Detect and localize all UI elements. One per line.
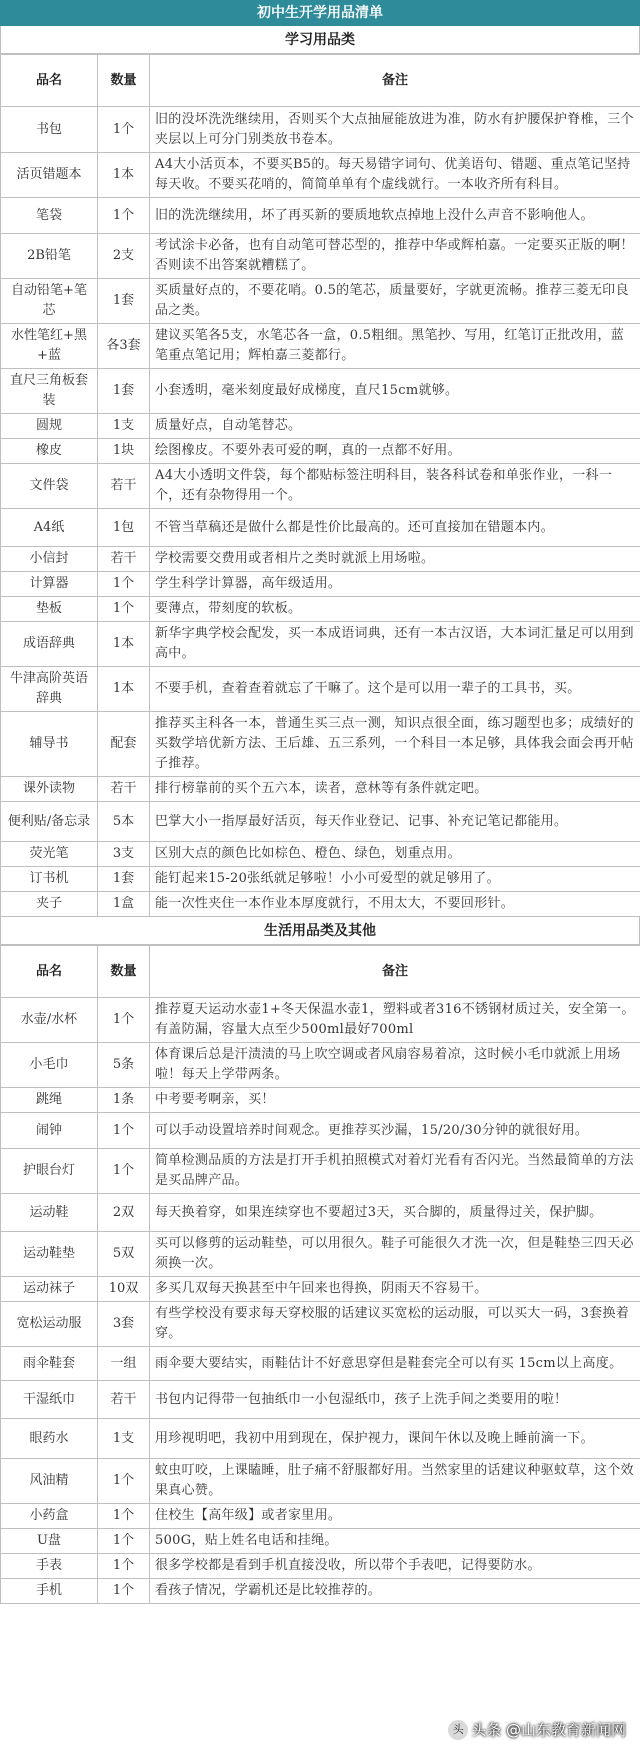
- item-name-cell: 课外读物: [1, 777, 98, 802]
- quantity-cell: 1块: [98, 439, 150, 464]
- table-row: [1, 802, 640, 842]
- table-row: [1, 1347, 640, 1381]
- table-row: [1, 414, 640, 439]
- item-name-cell: 小信封: [1, 547, 98, 572]
- item-name-cell: 闹钟: [1, 1113, 98, 1149]
- note-cell: 能钉起来15-20张纸就足够啦！小小可爱型的就足够用了。: [150, 867, 640, 892]
- note-cell: A4大小透明文件袋，每个都贴标签注明科目，装各科试卷和单张作业，一科一个，还有杂物得用一个。: [150, 464, 640, 509]
- quantity-cell: 1个: [98, 1504, 150, 1529]
- note-cell: 有些学校没有要求每天穿校服的话建议买宽松的运动服，可以买大一码，3套换着穿。: [150, 1302, 640, 1347]
- watermark-logo-icon: 头: [448, 1720, 468, 1740]
- item-name-cell: 水性笔红+黑+蓝: [1, 324, 98, 369]
- table-row: [1, 842, 640, 867]
- item-name-cell: 宽松运动服: [1, 1302, 98, 1347]
- item-name-cell: 运动鞋: [1, 1194, 98, 1232]
- quantity-cell: 1个: [98, 1529, 150, 1554]
- item-name-cell: 护眼台灯: [1, 1149, 98, 1194]
- quantity-cell: 1个: [98, 1579, 150, 1604]
- table-row: [1, 667, 640, 712]
- quantity-cell: 2双: [98, 1194, 150, 1232]
- note-cell: 绘图橡皮。不要外表可爱的啊，真的一点都不好用。: [150, 439, 640, 464]
- item-name-cell: 水壶/水杯: [1, 998, 98, 1043]
- table-row: [1, 712, 640, 777]
- note-cell: 巴掌大小一指厚最好活页，每天作业登记、记事、补充记笔记都能用。: [150, 802, 640, 842]
- quantity-cell: 1条: [98, 1088, 150, 1113]
- note-cell: 学生科学计算器，高年级适用。: [150, 572, 640, 597]
- note-cell: 旧的洗洗继续用，坏了再买新的要质地软点掉地上没什么声音不影响他人。: [150, 198, 640, 234]
- quantity-cell: 1盒: [98, 892, 150, 917]
- item-name-cell: 小药盒: [1, 1504, 98, 1529]
- table-row: [1, 572, 640, 597]
- item-name-cell: 圆规: [1, 414, 98, 439]
- quantity-cell: 1个: [98, 1554, 150, 1579]
- table-row: [1, 1232, 640, 1277]
- table-row: [1, 1554, 640, 1579]
- note-cell: 体育课后总是汗渍渍的马上吹空调或者风扇容易着凉，这时候小毛巾就派上用场啦！每天上学带两条。: [150, 1043, 640, 1088]
- note-cell: 多买几双每天换甚至中午回来也得换，阴雨天不容易干。: [150, 1277, 640, 1302]
- sections-container: [0, 26, 640, 1604]
- quantity-cell: 5本: [98, 802, 150, 842]
- item-name-cell: 小毛巾: [1, 1043, 98, 1088]
- note-cell: 住校生【高年级】或者家里用。: [150, 1504, 640, 1529]
- quantity-cell: 5条: [98, 1043, 150, 1088]
- note-cell: 小套透明，毫米刻度最好成梯度，直尺15cm就够。: [150, 369, 640, 414]
- quantity-cell: 若干: [98, 777, 150, 802]
- table-row: [1, 867, 640, 892]
- note-cell: A4大小活页本，不要买B5的。每天易错字词句、优美语句、错题、重点笔记坚持每天收。不要买花哨的，简简单单有个虚线就行。一本收齐所有科目。: [150, 153, 640, 198]
- column-header: 备注: [150, 55, 640, 107]
- table-row: [1, 1194, 640, 1232]
- item-name-cell: 计算器: [1, 572, 98, 597]
- quantity-cell: 1套: [98, 867, 150, 892]
- note-cell: 不管当草稿还是做什么都是性价比最高的。还可直接加在错题本内。: [150, 509, 640, 547]
- quantity-cell: 5双: [98, 1232, 150, 1277]
- table-row: [1, 279, 640, 324]
- quantity-cell: 2支: [98, 234, 150, 279]
- item-name-cell: 文件袋: [1, 464, 98, 509]
- item-name-cell: 垫板: [1, 597, 98, 622]
- note-cell: 新华字典学校会配发，买一本成语词典，还有一本古汉语，大本词汇量足可以用到高中。: [150, 622, 640, 667]
- note-cell: 很多学校都是看到手机直接没收，所以带个手表吧，记得要防水。: [150, 1554, 640, 1579]
- supply-table: [0, 54, 640, 917]
- item-name-cell: 2B铅笔: [1, 234, 98, 279]
- note-cell: 旧的没坏洗洗继续用，否则买个大点抽屉能放进为准，防水有护腰保护脊椎，三个夹层以上可分门别类放书卷本。: [150, 107, 640, 153]
- item-name-cell: 手表: [1, 1554, 98, 1579]
- note-cell: 考试涂卡必备，也有自动笔可替芯型的，推荐中华或辉柏嘉。一定要买正版的啊！否则读不出答案就糟糕了。: [150, 234, 640, 279]
- item-name-cell: 运动鞋垫: [1, 1232, 98, 1277]
- table-row: [1, 1459, 640, 1504]
- table-row: [1, 324, 640, 369]
- item-name-cell: 辅导书: [1, 712, 98, 777]
- note-cell: 简单检测品质的方法是打开手机拍照模式对着灯光看有否闪光。当然最简单的方法是买品牌产品。: [150, 1149, 640, 1194]
- quantity-cell: 1套: [98, 279, 150, 324]
- table-row: [1, 153, 640, 198]
- quantity-cell: 若干: [98, 1381, 150, 1419]
- note-cell: 雨伞要大要结实，雨鞋估计不好意思穿但是鞋套完全可以有买 15cm以上高度。: [150, 1347, 640, 1381]
- note-cell: 每天换着穿，如果连续穿也不要超过3天，买合脚的，质量得过关，保护脚。: [150, 1194, 640, 1232]
- quantity-cell: 1本: [98, 622, 150, 667]
- table-row: [1, 234, 640, 279]
- note-cell: 排行榜靠前的买个五六本，读者，意林等有条件就定吧。: [150, 777, 640, 802]
- item-name-cell: 牛津高阶英语辞典: [1, 667, 98, 712]
- note-cell: 区别大点的颜色比如棕色、橙色、绿色，划重点用。: [150, 842, 640, 867]
- table-row: [1, 892, 640, 917]
- note-cell: 可以手动设置培养时间观念。更推荐买沙漏，15/20/30分钟的就很好用。: [150, 1113, 640, 1149]
- quantity-cell: 各3套: [98, 324, 150, 369]
- table-row: [1, 1529, 640, 1554]
- quantity-cell: 1个: [98, 1113, 150, 1149]
- item-name-cell: 夹子: [1, 892, 98, 917]
- quantity-cell: 1个: [98, 998, 150, 1043]
- item-name-cell: 成语辞典: [1, 622, 98, 667]
- table-row: [1, 509, 640, 547]
- note-cell: 看孩子情况，学霸机还是比较推荐的。: [150, 1579, 640, 1604]
- column-header: 数量: [98, 55, 150, 107]
- item-name-cell: 便利贴/备忘录: [1, 802, 98, 842]
- table-row: [1, 547, 640, 572]
- table-row: [1, 597, 640, 622]
- quantity-cell: 若干: [98, 464, 150, 509]
- note-cell: 不要手机，查着查着就忘了干嘛了。这个是可以用一辈子的工具书，买。: [150, 667, 640, 712]
- column-header: 品名: [1, 946, 98, 998]
- table-row: [1, 777, 640, 802]
- table-row: [1, 1579, 640, 1604]
- note-cell: 学校需要交费用或者相片之类时就派上用场啦。: [150, 547, 640, 572]
- watermark: [448, 1719, 626, 1741]
- section-heading: 学习用品类: [0, 26, 640, 54]
- item-name-cell: 跳绳: [1, 1088, 98, 1113]
- table-header-row: [1, 55, 640, 107]
- quantity-cell: 配套: [98, 712, 150, 777]
- quantity-cell: 1个: [98, 1459, 150, 1504]
- table-row: [1, 107, 640, 153]
- note-cell: 书包内记得带一包抽纸巾一小包湿纸巾，孩子上洗手间之类要用的啦！: [150, 1381, 640, 1419]
- item-name-cell: 手机: [1, 1579, 98, 1604]
- table-row: [1, 464, 640, 509]
- table-row: [1, 1088, 640, 1113]
- item-name-cell: 干湿纸巾: [1, 1381, 98, 1419]
- table-row: [1, 998, 640, 1043]
- table-row: [1, 1381, 640, 1419]
- note-cell: 买质量好点的，不要花哨。0.5的笔芯，质量要好，字就更流畅。推荐三菱无印良品之类。: [150, 279, 640, 324]
- quantity-cell: 3支: [98, 842, 150, 867]
- note-cell: 推荐夏天运动水壶1+冬天保温水壶1，塑料或者316不锈钢材质过关，安全第一。有盖防漏，容量大点至少500ml最好700ml: [150, 998, 640, 1043]
- item-name-cell: 直尺三角板套装: [1, 369, 98, 414]
- quantity-cell: 若干: [98, 547, 150, 572]
- table-row: [1, 1113, 640, 1149]
- item-name-cell: 风油精: [1, 1459, 98, 1504]
- table-row: [1, 1149, 640, 1194]
- table-row: [1, 369, 640, 414]
- page-title: 初中生开学用品清单: [0, 0, 640, 26]
- note-cell: 蚊虫叮咬，上课瞌睡，肚子痛不舒服都好用。当然家里的话建议种驱蚊草，这个效果真心赞。: [150, 1459, 640, 1504]
- note-cell: 500G，贴上姓名电话和挂绳。: [150, 1529, 640, 1554]
- quantity-cell: 1本: [98, 153, 150, 198]
- note-cell: 推荐买主科各一本，普通生买三点一测，知识点很全面，练习题型也多；成绩好的买数学培优新方法、王后雄、五三系列，一个科目一本足够，具体我会面会再开帖子推荐。: [150, 712, 640, 777]
- note-cell: 要薄点，带刻度的软板。: [150, 597, 640, 622]
- column-header: 备注: [150, 946, 640, 998]
- item-name-cell: 书包: [1, 107, 98, 153]
- item-name-cell: 自动铅笔+笔芯: [1, 279, 98, 324]
- item-name-cell: 订书机: [1, 867, 98, 892]
- quantity-cell: 1个: [98, 597, 150, 622]
- column-header: 数量: [98, 946, 150, 998]
- quantity-cell: 1支: [98, 1419, 150, 1459]
- quantity-cell: 1个: [98, 107, 150, 153]
- column-header: 品名: [1, 55, 98, 107]
- note-cell: 建议买笔各5支，水笔芯各一盒，0.5粗细。黑笔抄、写用，红笔订正批改用，蓝笔重点笔记用；辉柏嘉三菱都行。: [150, 324, 640, 369]
- item-name-cell: A4纸: [1, 509, 98, 547]
- item-name-cell: 笔袋: [1, 198, 98, 234]
- table-row: [1, 1504, 640, 1529]
- quantity-cell: 1套: [98, 369, 150, 414]
- item-name-cell: 雨伞鞋套: [1, 1347, 98, 1381]
- section-heading: 生活用品类及其他: [0, 917, 640, 945]
- quantity-cell: 1本: [98, 667, 150, 712]
- quantity-cell: 1包: [98, 509, 150, 547]
- item-name-cell: U盘: [1, 1529, 98, 1554]
- item-name-cell: 活页错题本: [1, 153, 98, 198]
- table-row: [1, 1043, 640, 1088]
- note-cell: 用珍视明吧，我初中用到现在，保护视力，课间午休以及晚上睡前滴一下。: [150, 1419, 640, 1459]
- quantity-cell: 1个: [98, 198, 150, 234]
- note-cell: 能一次性夹住一本作业本厚度就行，不用太大，不要回形针。: [150, 892, 640, 917]
- quantity-cell: 一组: [98, 1347, 150, 1381]
- item-name-cell: 运动袜子: [1, 1277, 98, 1302]
- quantity-cell: 1个: [98, 572, 150, 597]
- item-name-cell: 眼药水: [1, 1419, 98, 1459]
- quantity-cell: 1个: [98, 1149, 150, 1194]
- supply-table: [0, 945, 640, 1604]
- note-cell: 买可以修剪的运动鞋垫，可以用很久。鞋子可能很久才洗一次，但是鞋垫三四天必须换一次。: [150, 1232, 640, 1277]
- table-row: [1, 1302, 640, 1347]
- table-row: [1, 1419, 640, 1459]
- table-row: [1, 1277, 640, 1302]
- quantity-cell: 3套: [98, 1302, 150, 1347]
- quantity-cell: 10双: [98, 1277, 150, 1302]
- table-row: [1, 198, 640, 234]
- watermark-text: 头条 @山东教育新闻网: [471, 1720, 626, 1739]
- table-header-row: [1, 946, 640, 998]
- quantity-cell: 1支: [98, 414, 150, 439]
- item-name-cell: 荧光笔: [1, 842, 98, 867]
- table-row: [1, 439, 640, 464]
- note-cell: 中考要考啊亲，买！: [150, 1088, 640, 1113]
- note-cell: 质量好点，自动笔替芯。: [150, 414, 640, 439]
- item-name-cell: 橡皮: [1, 439, 98, 464]
- table-row: [1, 622, 640, 667]
